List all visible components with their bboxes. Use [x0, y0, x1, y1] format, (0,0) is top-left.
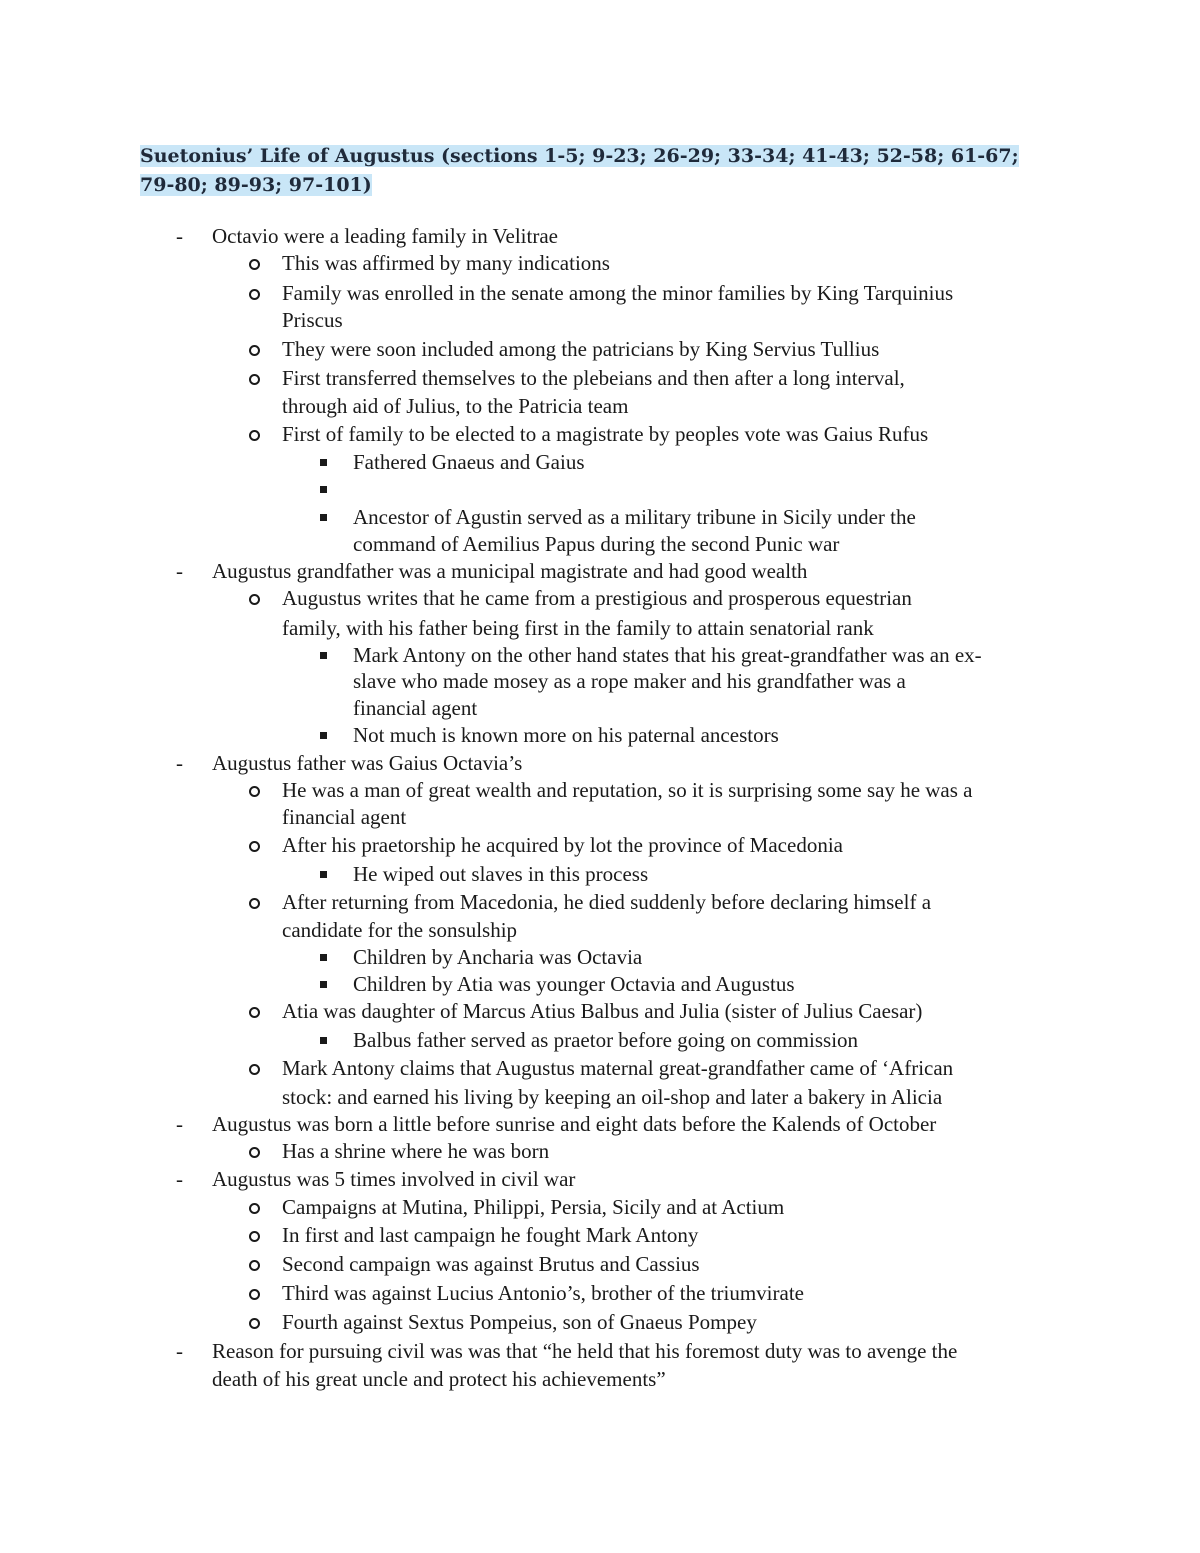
note-line: Fourth against Sextus Pompeius, son of Gnaeus Pompey	[282, 1310, 757, 1334]
square-bullet-icon	[320, 871, 327, 878]
note-line: Reason for pursuing civil was was that “he held that his foremost duty was to avenge the	[212, 1339, 958, 1363]
note-line: family, with his father being first in the family to attain senatorial rank	[282, 616, 874, 640]
circle-bullet-icon	[249, 259, 260, 270]
note-line: Children by Ancharia was Octavia	[353, 945, 643, 969]
note-line: candidate for the sonsulship	[282, 918, 518, 942]
note-line: stock: and earned his living by keeping an oil-shop and later a bakery in Alicia	[282, 1085, 943, 1109]
circle-bullet-icon	[249, 1064, 260, 1075]
note-line: Augustus was 5 times involved in civil war	[212, 1167, 576, 1191]
circle-bullet-icon	[249, 1318, 260, 1329]
note-line: command of Aemilius Papus during the second Punic war	[353, 532, 840, 556]
note-line: Has a shrine where he was born	[282, 1139, 550, 1163]
note-line: Augustus writes that he came from a prestigious and prosperous equestrian	[282, 586, 912, 610]
circle-bullet-icon	[249, 1260, 260, 1271]
note-line: First transferred themselves to the plebeians and then after a long interval,	[282, 366, 905, 390]
note-line: Augustus father was Gaius Octavia’s	[212, 751, 523, 775]
circle-bullet-icon	[249, 594, 260, 605]
dash-bullet: -	[176, 224, 183, 248]
circle-bullet-icon	[249, 1203, 260, 1214]
square-bullet-icon	[320, 514, 327, 521]
note-line: Atia was daughter of Marcus Atius Balbus and Julia (sister of Julius Caesar)	[282, 999, 923, 1023]
title-highlight: Suetonius’ Life of Augustus (sections 1-5; 9-23; 26-29; 33-34; 41-43; 52-58; 61-67; 79-80; 89-93; 97-101)	[140, 145, 1019, 196]
note-line: Second campaign was against Brutus and Cassius	[282, 1252, 700, 1276]
dash-bullet: -	[176, 1112, 183, 1136]
note-line: death of his great uncle and protect his achievements”	[212, 1367, 666, 1391]
note-line: slave who made mosey as a rope maker and his grandfather was a	[353, 669, 906, 693]
square-bullet-icon	[320, 486, 327, 493]
note-line: Ancestor of Agustin served as a military tribune in Sicily under the	[353, 505, 916, 529]
note-line: After his praetorship he acquired by lot the province of Macedonia	[282, 833, 843, 857]
note-line: Augustus grandfather was a municipal magistrate and had good wealth	[212, 559, 808, 583]
note-line: Augustus was born a little before sunrise and eight dats before the Kalends of October	[212, 1112, 937, 1136]
circle-bullet-icon	[249, 374, 260, 385]
circle-bullet-icon	[249, 1007, 260, 1018]
note-line: They were soon included among the patricians by King Servius Tullius	[282, 337, 880, 361]
note-line: This was affirmed by many indications	[282, 251, 610, 275]
note-line: Mark Antony claims that Augustus maternal great-grandfather came of ‘African	[282, 1056, 954, 1080]
square-bullet-icon	[320, 732, 327, 739]
dash-bullet: -	[176, 559, 183, 583]
note-line: through aid of Julius, to the Patricia team	[282, 394, 629, 418]
note-line: Octavio were a leading family in Velitrae	[212, 224, 558, 248]
note-line: Third was against Lucius Antonio’s, brother of the triumvirate	[282, 1281, 804, 1305]
note-line: After returning from Macedonia, he died suddenly before declaring himself a	[282, 890, 932, 914]
note-line: In first and last campaign he fought Mark Antony	[282, 1223, 699, 1247]
circle-bullet-icon	[249, 289, 260, 300]
dash-bullet: -	[176, 751, 183, 775]
square-bullet-icon	[320, 652, 327, 659]
note-line: financial agent	[282, 805, 407, 829]
dash-bullet: -	[176, 1167, 183, 1191]
note-line: He was a man of great wealth and reputation, so it is surprising some say he was a	[282, 778, 973, 802]
circle-bullet-icon	[249, 1289, 260, 1300]
circle-bullet-icon	[249, 345, 260, 356]
square-bullet-icon	[320, 954, 327, 961]
circle-bullet-icon	[249, 1147, 260, 1158]
square-bullet-icon	[320, 1037, 327, 1044]
circle-bullet-icon	[249, 898, 260, 909]
dash-bullet: -	[176, 1339, 183, 1363]
note-line: He wiped out slaves in this process	[353, 862, 649, 886]
circle-bullet-icon	[249, 841, 260, 852]
note-line: Mark Antony on the other hand states that his great-grandfather was an ex-	[353, 643, 982, 667]
circle-bullet-icon	[249, 1231, 260, 1242]
circle-bullet-icon	[249, 430, 260, 441]
circle-bullet-icon	[249, 786, 260, 797]
note-line: Balbus father served as praetor before going on commission	[353, 1028, 859, 1052]
note-line: financial agent	[353, 696, 478, 720]
note-line: Fathered Gnaeus and Gaius	[353, 450, 585, 474]
note-line: Children by Atia was younger Octavia and Augustus	[353, 972, 795, 996]
note-line: Not much is known more on his paternal ancestors	[353, 723, 779, 747]
square-bullet-icon	[320, 981, 327, 988]
note-line: First of family to be elected to a magistrate by peoples vote was Gaius Rufus	[282, 422, 929, 446]
note-line: Priscus	[282, 308, 343, 332]
note-line: Family was enrolled in the senate among the minor families by King Tarquinius	[282, 281, 954, 305]
page-title	[140, 142, 1040, 200]
note-line: Campaigns at Mutina, Philippi, Persia, Sicily and at Actium	[282, 1195, 785, 1219]
square-bullet-icon	[320, 459, 327, 466]
